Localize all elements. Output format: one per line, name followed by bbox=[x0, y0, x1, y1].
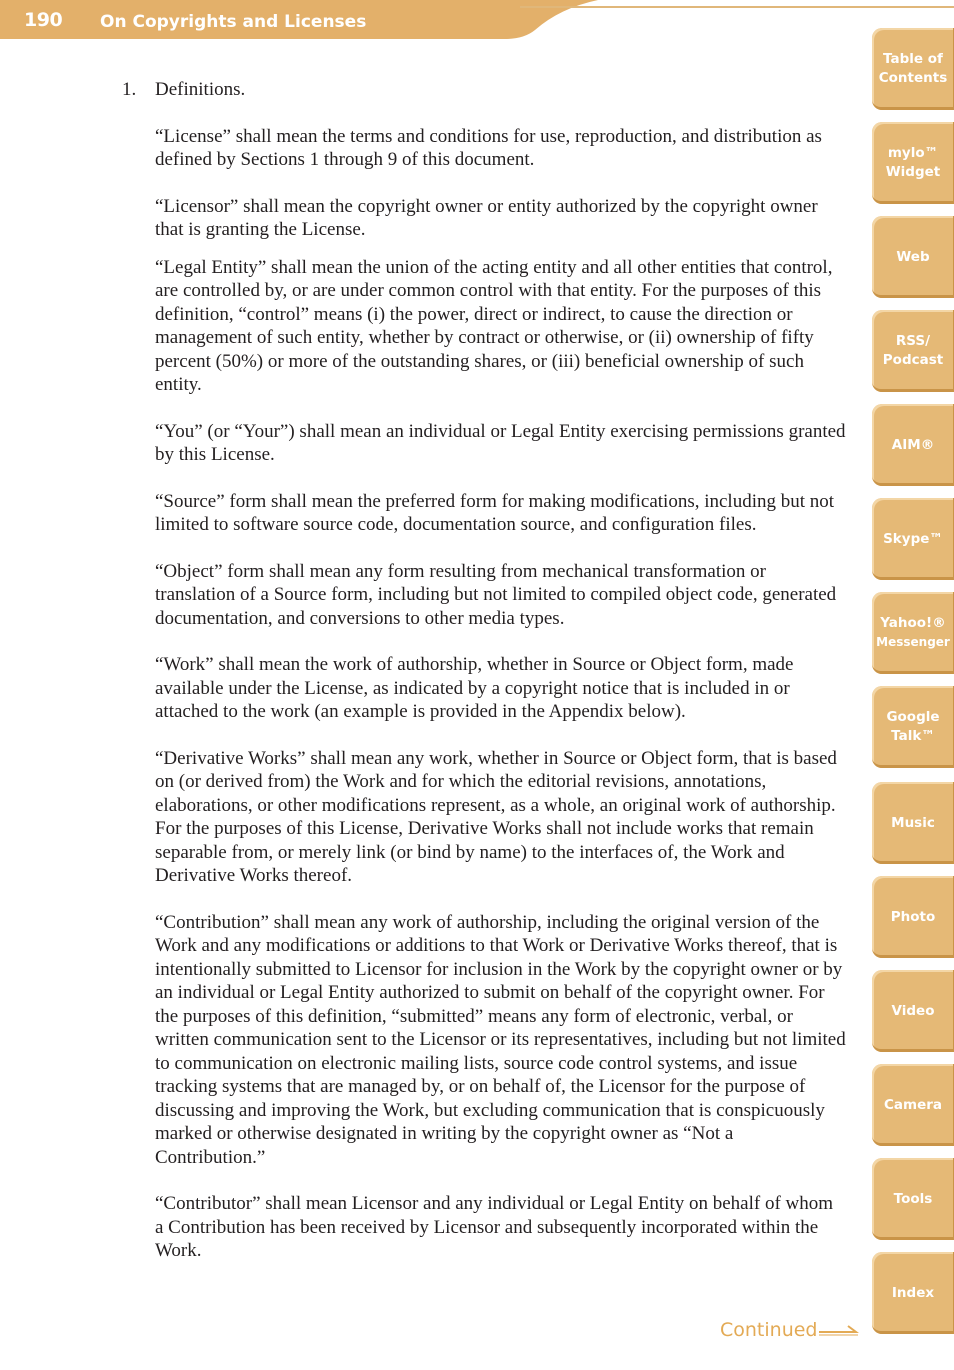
tab-label: Contents bbox=[878, 70, 948, 86]
definition-licensor: “Licensor” shall mean the copyright owner or entity authorized by the copyright owner that is granting the License. bbox=[155, 195, 818, 240]
tab-label: Google bbox=[886, 709, 940, 725]
tab-label: Skype™ bbox=[883, 530, 943, 547]
definition-contributor: “Contributor” shall mean Licensor and any individual or Legal Entity on behalf of whom a Contribution has been received by Licensor and subsequently incorporated within the Work. bbox=[155, 1193, 834, 1261]
tab-label: Camera bbox=[883, 1096, 942, 1113]
section-title: Definitions. bbox=[155, 79, 246, 100]
definition-contribution: “Contribution” shall mean any work of authorship, including the original version of the Work and any modifications or additions to that Work or Derivative Works thereof, that is intentionally submitted to Licensor for inclusion in the Work by the copyright owner or by an individual or Legal Entity authorized to submit on behalf of the copyright owner. For the purposes of this definition, “submitted” means any form of electronic, verbal, or written communication sent to the Licensor or its representatives, including but not limited to communication on electronic mailing lists, source code control systems, and issue tracking systems that are managed by, or on behalf of, the Licensor for the purpose of discussing and improving the Work, but excluding communication that is conspicuously marked or otherwise designated in writing by the copyright owner as “Not a Contribution.” bbox=[155, 911, 846, 1168]
tab-video[interactable] bbox=[872, 970, 954, 1052]
tab-label: Table of bbox=[883, 51, 943, 67]
tab-skype[interactable] bbox=[872, 498, 954, 580]
tab-label: RSS/ bbox=[895, 333, 931, 349]
tab-label: Index bbox=[891, 1284, 935, 1301]
tab-label: Yahoo!® bbox=[880, 615, 946, 631]
tab-google-talk[interactable] bbox=[872, 686, 954, 768]
tab-aim[interactable] bbox=[872, 404, 954, 486]
page-header bbox=[0, 0, 600, 40]
tab-index[interactable] bbox=[872, 1252, 954, 1334]
arrow-right-icon[interactable] bbox=[818, 1322, 860, 1338]
section-heading bbox=[122, 78, 846, 102]
tab-label: Talk™ bbox=[891, 728, 935, 744]
tab-table-of-contents[interactable] bbox=[872, 28, 954, 110]
tab-rss-podcast[interactable] bbox=[872, 310, 954, 392]
tab-camera[interactable] bbox=[872, 1064, 954, 1146]
section-number: 1. bbox=[122, 79, 137, 100]
definition-work: “Work” shall mean the work of authorship, whether in Source or Object form, made available under the License, as indicated by a copyright notice that is included in or attached to the work (an example is provided in the Appendix below). bbox=[155, 654, 794, 722]
tab-label: Widget bbox=[885, 164, 941, 180]
definition-object: “Object” form shall mean any form resulting from mechanical transformation or translation of a Source form, including but not limited to compiled object code, generated documentation, and conversions to other media types. bbox=[155, 560, 837, 629]
tab-yahoo-messenger[interactable] bbox=[872, 592, 954, 674]
tab-tools[interactable] bbox=[872, 1158, 954, 1240]
page-number: 190 bbox=[24, 9, 63, 31]
tab-label: mylo™ bbox=[887, 145, 939, 161]
continued-link[interactable]: Continued bbox=[720, 1319, 818, 1341]
definition-you: “You” (or “Your”) shall mean an individual or Legal Entity exercising permissions granted by this License. bbox=[155, 420, 846, 465]
tab-music[interactable] bbox=[872, 782, 954, 864]
tab-label: Music bbox=[891, 814, 935, 831]
header-title: On Copyrights and Licenses bbox=[100, 12, 367, 32]
tab-label: Messenger bbox=[876, 635, 950, 649]
tab-label: Photo bbox=[890, 908, 936, 925]
tab-label: AIM® bbox=[891, 436, 935, 453]
tab-web[interactable] bbox=[872, 216, 954, 298]
tab-label: Tools bbox=[893, 1190, 933, 1207]
tab-label: Video bbox=[891, 1002, 935, 1019]
definition-derivative-works: “Derivative Works” shall mean any work, whether in Source or Object form, that is based on (or derived from) the Work and for which the editorial revisions, annotations, elaborations, or other modifications represent, as a whole, an original work of authorship. For the purposes of this License, Derivative Works shall not include works that remain separable from, or merely link (or bind by name) to the interfaces of, the Work and Derivative Works thereof. bbox=[155, 747, 837, 886]
tab-label: Web bbox=[896, 248, 930, 265]
tab-photo[interactable] bbox=[872, 876, 954, 958]
tab-mylo-widget[interactable] bbox=[872, 122, 954, 204]
side-tab-navigation bbox=[872, 0, 954, 1370]
definition-legal-entity: “Legal Entity” shall mean the union of the acting entity and all other entities that control, are controlled by, or are under common control with that entity. For the purposes of this definition, “control” means (i) the power, direct or indirect, to cause the direction or management of such entity, whether by contract or otherwise, or (ii) ownership of fifty percent (50%) or more of the outstanding shares, or (iii) beneficial ownership of such entity. bbox=[155, 256, 833, 395]
document-body bbox=[122, 78, 846, 1286]
tab-label: Podcast bbox=[882, 352, 944, 368]
definition-license: “License” shall mean the terms and conditions for use, reproduction, and distribution as defined by Sections 1 through 9 of this document. bbox=[155, 125, 822, 170]
definition-source: “Source” form shall mean the preferred form for making modifications, including but not limited to software source code, documentation source, and configuration files. bbox=[155, 490, 835, 535]
